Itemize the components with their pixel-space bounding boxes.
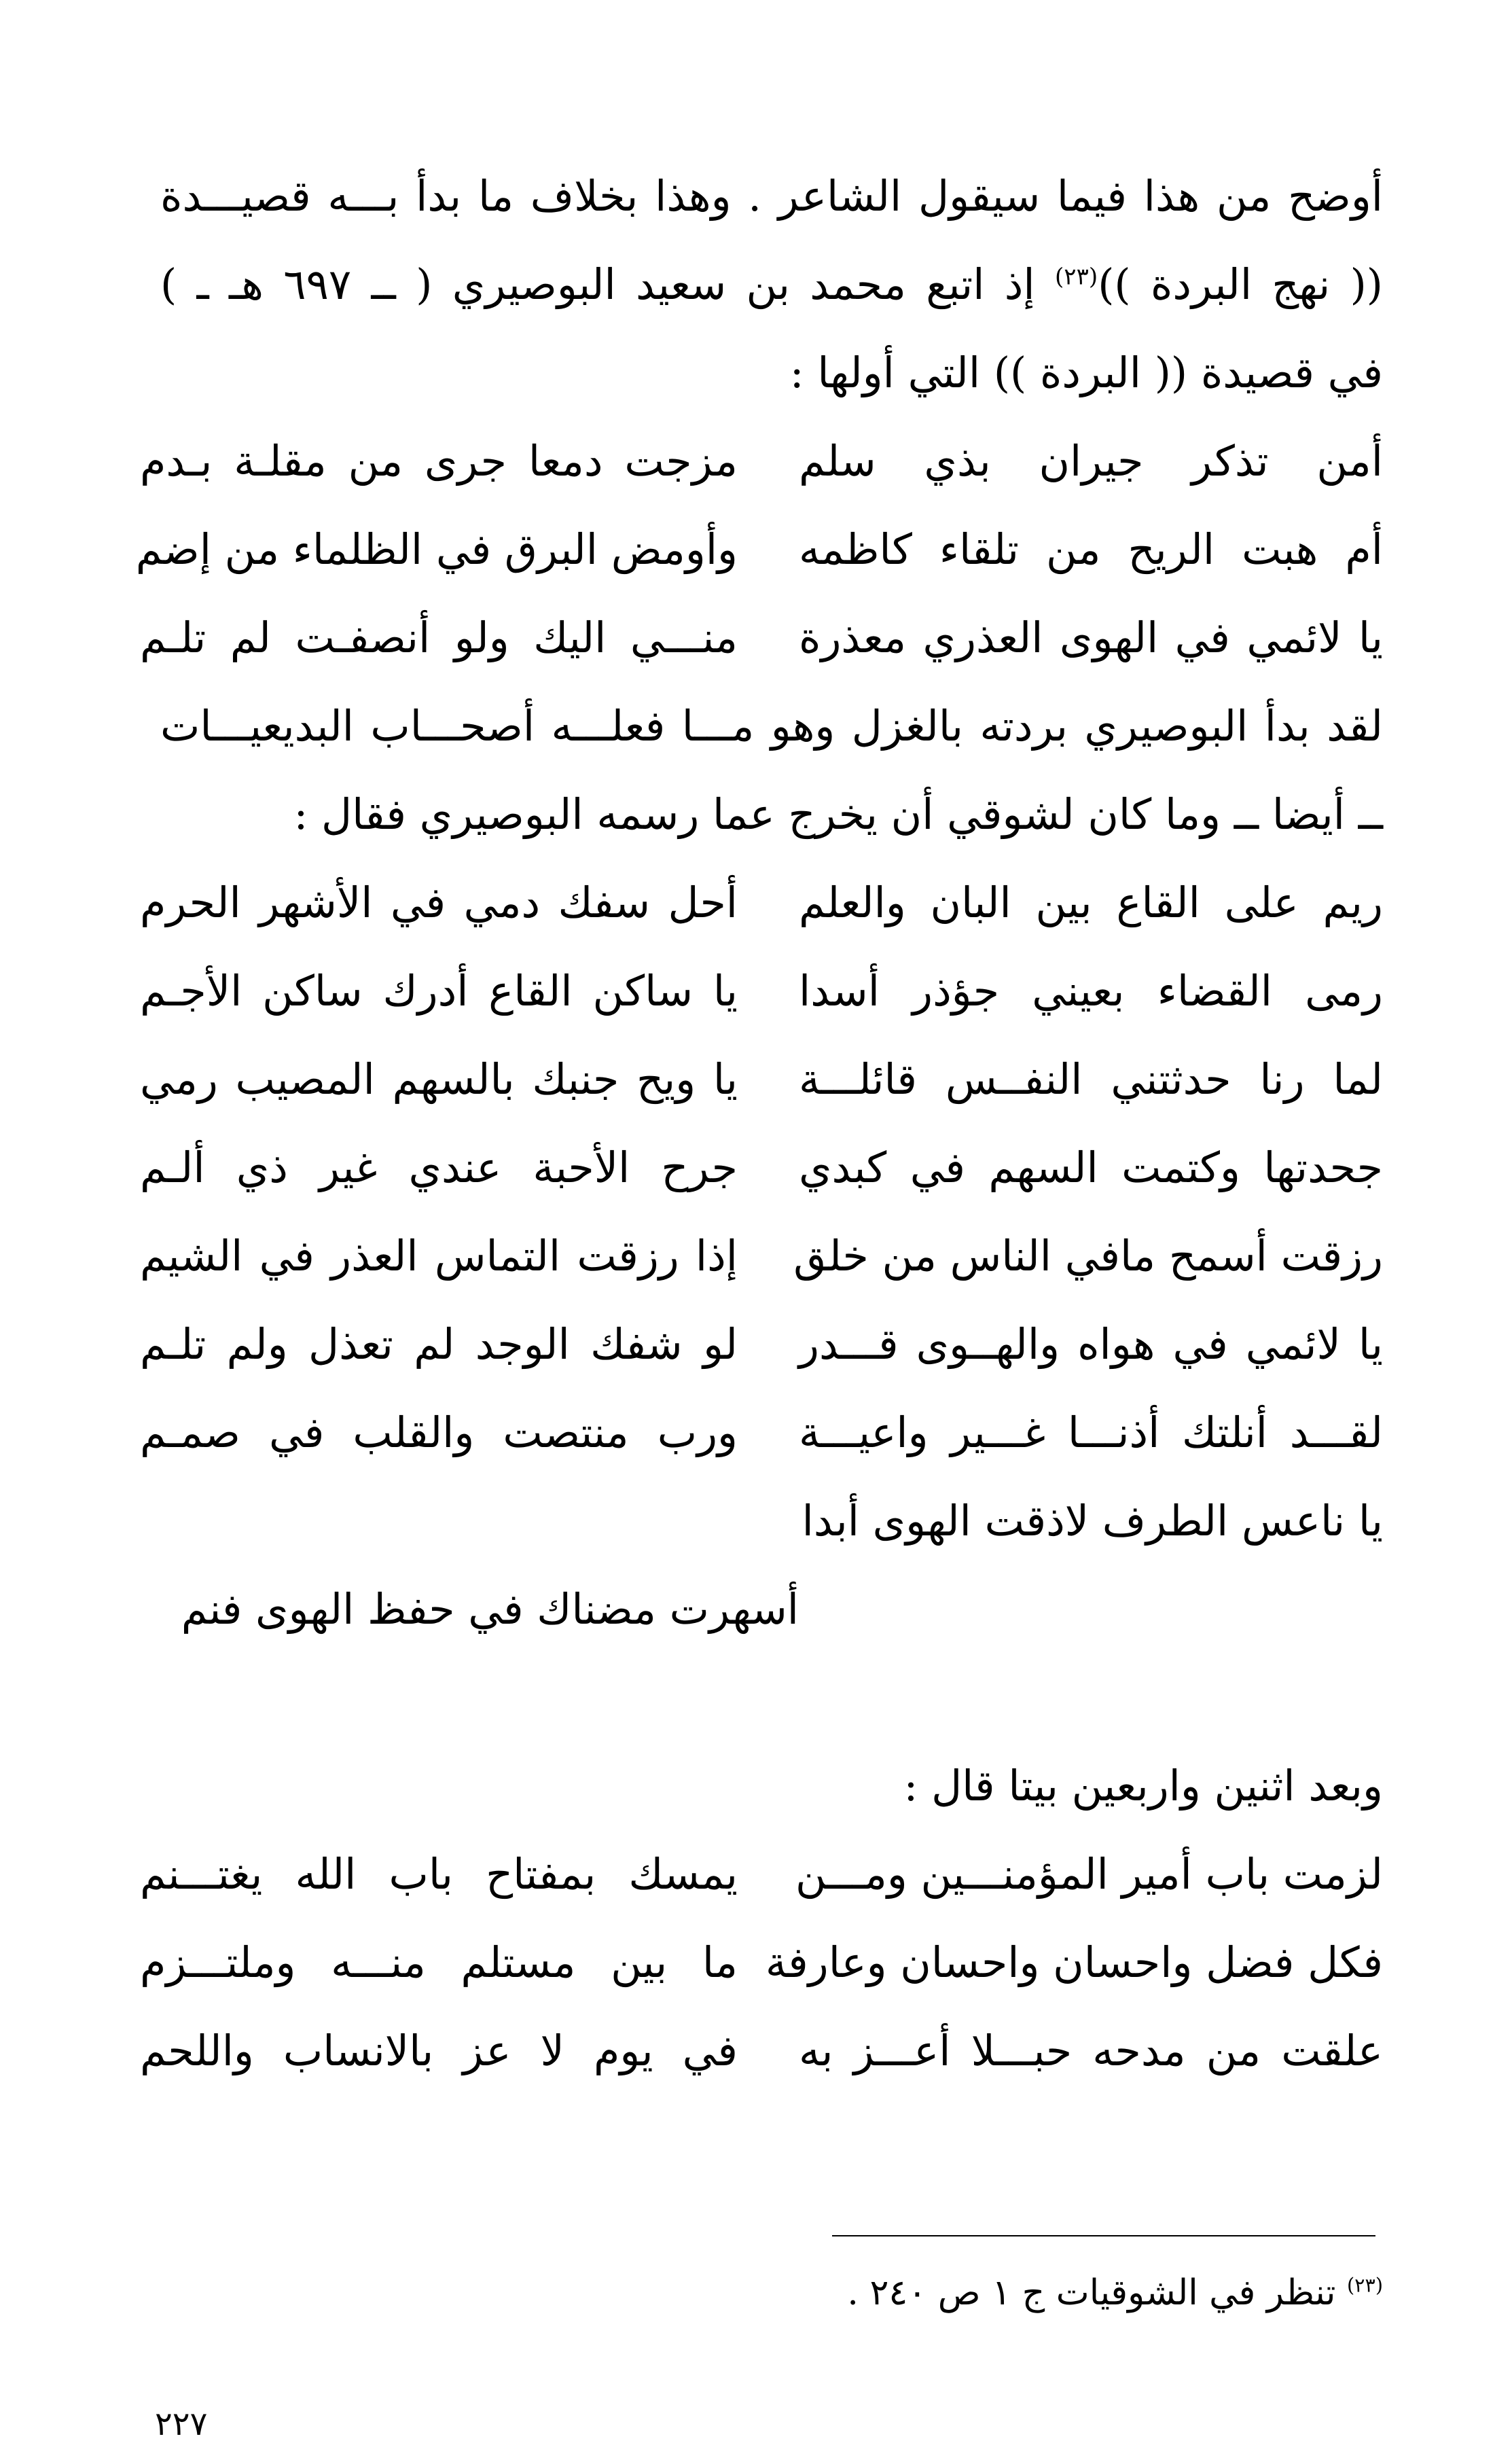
footnote-ref-23: (٢٣) xyxy=(1055,263,1098,291)
shawqi-verse-8-second: أسهرت مضناك في حفظ الهوى فنم xyxy=(181,1584,799,1634)
intro-line-2 xyxy=(160,260,1383,309)
shawqi-verse-4-second: جرح الأحبة عندي غير ذي ألـم xyxy=(140,1143,738,1192)
burda-verse-1-first: أمن تذكر جيران بذي سلم xyxy=(799,436,1383,486)
footnote xyxy=(847,2272,1383,2313)
shawqi-verse-2-second: يا ساكن القاع أدرك ساكن الأجـم xyxy=(140,966,738,1016)
shawqi-verse-6-first: يا لائمي في هواه والهــوى قـــدر xyxy=(799,1319,1383,1369)
burda-verse-2-first: أم هبت الريح من تلقاء كاظمه xyxy=(799,524,1383,574)
shawqi-verse-5-first: رزقت أسمح مافي الناس من خلق xyxy=(793,1231,1383,1281)
shawqi-verse-5-second: إذا رزقت التماس العذر في الشيم xyxy=(140,1231,738,1281)
shawqi-verse-3-first: لما رنا حدثتني النفــس قائلـــة xyxy=(799,1054,1383,1104)
shawqi-verse-6-second: لو شفك الوجد لم تعذل ولم تلـم xyxy=(140,1319,738,1369)
shawqi-verse-7-second: ورب منتصت والقلب في صمـم xyxy=(140,1408,738,1457)
footnote-separator xyxy=(832,2235,1375,2236)
intro-line-3: في قصيدة (( البردة )) التي أولها : xyxy=(789,348,1383,397)
footnote-text: تنظر في الشوقيات ج ١ ص ٢٤٠ . xyxy=(847,2272,1336,2313)
shawqi-verse-2-first: رمى القضاء بعيني جؤذر أسدا xyxy=(799,966,1383,1016)
intro-line-2-title: (( نهج البردة )) xyxy=(1098,260,1383,309)
middle-line-2: ــ أيضا ــ وما كان لشوقي أن يخرج عما رسمه البوصيري فقال : xyxy=(293,789,1383,839)
final-verse-3-first: علقت من مدحه حبـــلا أعـــز به xyxy=(799,2026,1383,2075)
final-verse-1-first: لزمت باب أمير المؤمنـــين ومـــن xyxy=(795,1849,1383,1899)
shawqi-verse-7-first: لقـــد أنلتك أذنـــا غـــير واعيـــة xyxy=(799,1408,1383,1457)
final-verse-2-second: ما بين مستلم منـــه وملتـــزم xyxy=(140,1938,738,1987)
footnote-number: (٢٣) xyxy=(1346,2273,1383,2297)
shawqi-verse-1-first: ريم على القاع بين البان والعلم xyxy=(799,878,1383,927)
shawqi-verse-3-second: يا ويح جنبك بالسهم المصيب رمي xyxy=(140,1054,738,1104)
final-verse-2-first: فكل فضل واحسان واحسان وعارفة xyxy=(765,1938,1383,1987)
final-verse-1-second: يمسك بمفتاح باب الله يغتـــنم xyxy=(140,1849,738,1899)
burda-verse-3-second: منـــي اليك ولو أنصفـت لم تلـم xyxy=(140,613,738,662)
shawqi-verse-1-second: أحل سفك دمي في الأشهر الحرم xyxy=(140,878,738,927)
shawqi-verse-8-first: يا ناعس الطرف لاذقت الهوى أبدا xyxy=(802,1496,1383,1546)
intro-line-1: أوضح من هذا فيما سيقول الشاعر . وهذا بخلاف ما بدأ بـــه قصيـــدة xyxy=(160,171,1383,221)
middle-line-1: لقد بدأ البوصيري بردته بالغزل وهو مـــا فعلـــه أصحـــاب البديعيـــات xyxy=(160,701,1383,751)
page-number: ٢٢٧ xyxy=(155,2405,208,2443)
burda-verse-3-first: يا لائمي في الهوى العذري معذرة xyxy=(799,613,1383,662)
final-verse-3-second: في يوم لا عز بالانساب واللحم xyxy=(140,2026,738,2075)
burda-verse-2-second: وأومض البرق في الظلماء من إضم xyxy=(135,524,738,574)
intro-line-2-rest: إذ اتبع محمد بن سعيد البوصيري ( ــ ٦٩٧ هـ ـ ) xyxy=(160,260,1055,309)
after-line-1: وبعد اثنين واربعين بيتا قال : xyxy=(903,1761,1383,1811)
shawqi-verse-4-first: جحدتها وكتمت السهم في كبدي xyxy=(799,1143,1383,1192)
burda-verse-1-second: مزجت دمعا جرى من مقلـة بـدم xyxy=(140,436,738,486)
